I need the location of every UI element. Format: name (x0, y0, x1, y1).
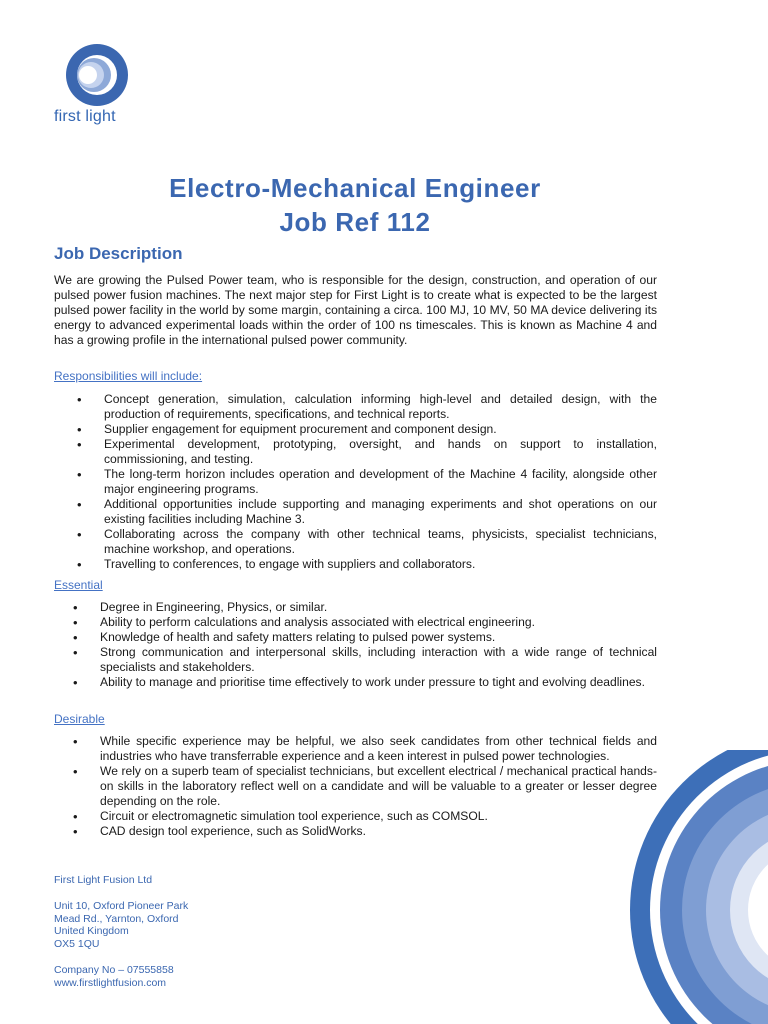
list-item: • We rely on a superb team of specialist technicians, but excellent electrical / mechanical practical hands-on skills in the laboratory reflect well on a candidate and will be valuable to a greater or lesser degree depending on the role. (100, 764, 657, 809)
essential-list (100, 600, 657, 690)
job-ref: Job Ref 112 (279, 207, 431, 237)
brand-name: first light (54, 108, 116, 125)
brand-logo (52, 42, 152, 108)
list-item: • Ability to manage and prioritise time effectively to work under pressure to tight and evolving deadlines. (100, 675, 657, 690)
list-item: • Additional opportunities include supporting and managing experiments and shot operations on our existing facilities including Machine 3. (104, 497, 657, 527)
list-item: • While specific experience may be helpful, we also seek candidates from other technical fields and industries who have transferrable experience and a keen interest in pulsed power technologies. (100, 734, 657, 764)
address-line: Unit 10, Oxford Pioneer Park (54, 900, 189, 912)
list-item: • Collaborating across the company with other technical teams, physicists, specialist technicians, machine workshop, and operations. (104, 527, 657, 557)
list-item: • CAD design tool experience, such as SolidWorks. (100, 824, 657, 839)
company-number: Company No – 07555858 (54, 964, 174, 976)
footer-contact (54, 964, 174, 989)
job-title: Electro-Mechanical Engineer (169, 173, 541, 203)
list-item: • Circuit or electromagnetic simulation tool experience, such as COMSOL. (100, 809, 657, 824)
essential-heading: Essential (54, 578, 103, 592)
footer-company: First Light Fusion Ltd (54, 874, 153, 886)
job-description-paragraph: We are growing the Pulsed Power team, who is responsible for the design, construction, and operation of our pulsed power fusion machines. The next major step for First Light is to create what is expected to be the largest pulsed power facility in the world by some margin, containing a circa. 100 MJ, 10 MV, 50 MA device delivering its energy to advanced experimental loads within the order of 100 ns timescales. This is known as Machine 4 and has a growing profile in the international pulsed power community. (54, 273, 657, 347)
list-item: • Experimental development, prototyping, oversight, and hands on support to installation, commissioning, and testing. (104, 437, 657, 467)
list-item: • The long-term horizon includes operation and development of the Machine 4 facility, alongside other major engineering programs. (104, 467, 657, 497)
desirable-heading: Desirable (54, 712, 105, 726)
address-line: OX5 1QU (54, 937, 100, 950)
decorative-arcs (620, 750, 768, 1024)
list-item: • Degree in Engineering, Physics, or similar. (100, 600, 657, 615)
address-line: United Kingdom (54, 925, 129, 937)
list-item: • Travelling to conferences, to engage with suppliers and collaborators. (104, 557, 657, 572)
first-light-ring-icon (52, 42, 132, 108)
address-line: Mead Rd., Yarnton, Oxford (54, 912, 179, 925)
responsibilities-list (104, 392, 657, 572)
job-description-heading: Job Description (54, 244, 183, 263)
list-item: • Strong communication and interpersonal skills, including interaction with a wide range of technical specialists and stakeholders. (100, 645, 657, 675)
responsibilities-heading: Responsibilities will include: (54, 369, 203, 383)
list-item: • Ability to perform calculations and analysis associated with electrical engineering. (100, 615, 657, 630)
footer-address (54, 900, 188, 950)
list-item: • Supplier engagement for equipment procurement and component design. (104, 422, 657, 437)
desirable-list (100, 734, 657, 839)
list-item: • Concept generation, simulation, calculation informing high-level and detailed design, with the production of requirements, specifications, and technical reports. (104, 392, 657, 422)
list-item: • Knowledge of health and safety matters relating to pulsed power systems. (100, 630, 657, 645)
website-link[interactable]: www.firstlightfusion.com (54, 976, 167, 989)
